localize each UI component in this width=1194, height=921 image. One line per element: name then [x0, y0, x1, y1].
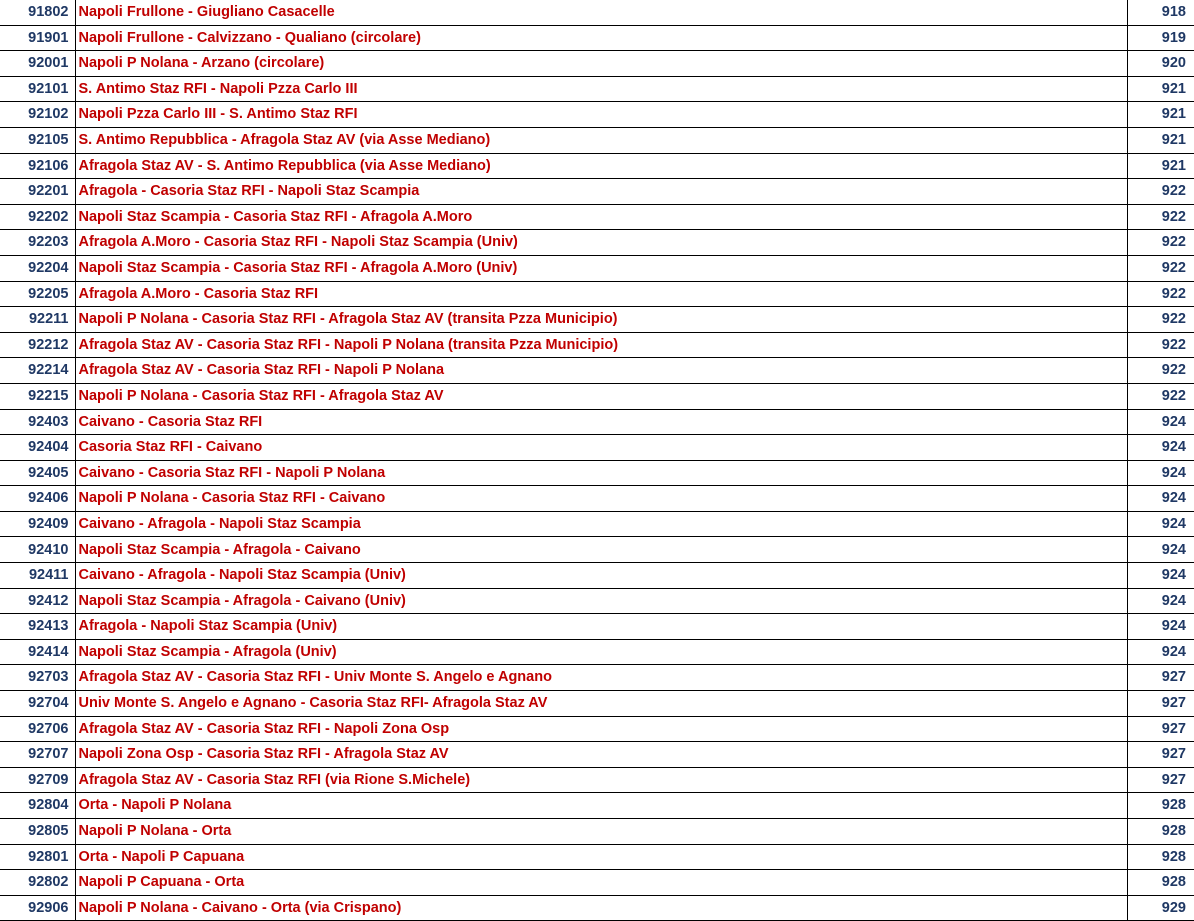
route-description-cell: Caivano - Afragola - Napoli Staz Scampia (Univ) — [75, 563, 1127, 589]
table-row — [0, 409, 1194, 435]
route-code-cell: 92906 — [0, 895, 75, 921]
route-description-cell: Afragola Staz AV - Casoria Staz RFI - Napoli P Nolana (transita Pzza Municipio) — [75, 332, 1127, 358]
route-code-cell: 92410 — [0, 537, 75, 563]
route-description-cell: Afragola Staz AV - Casoria Staz RFI (via Rione S.Michele) — [75, 767, 1127, 793]
route-description-cell: Napoli Pzza Carlo III - S. Antimo Staz RFI — [75, 102, 1127, 128]
line-number-cell: 927 — [1127, 691, 1194, 717]
line-number-cell: 922 — [1127, 307, 1194, 333]
route-code-cell: 92804 — [0, 793, 75, 819]
table-row — [0, 588, 1194, 614]
route-code-cell: 92805 — [0, 819, 75, 845]
line-number-cell: 924 — [1127, 588, 1194, 614]
line-number-cell: 921 — [1127, 153, 1194, 179]
route-code-cell: 91901 — [0, 25, 75, 51]
line-number-cell: 927 — [1127, 665, 1194, 691]
line-number-cell: 924 — [1127, 435, 1194, 461]
route-description-cell: Orta - Napoli P Nolana — [75, 793, 1127, 819]
route-description-cell: Afragola A.Moro - Casoria Staz RFI — [75, 281, 1127, 307]
line-number-cell: 927 — [1127, 767, 1194, 793]
line-number-cell: 924 — [1127, 460, 1194, 486]
route-description-cell: Afragola Staz AV - Casoria Staz RFI - Univ Monte S. Angelo e Agnano — [75, 665, 1127, 691]
route-description-cell: Napoli P Nolana - Casoria Staz RFI - Caivano — [75, 486, 1127, 512]
route-description-cell: Napoli Frullone - Calvizzano - Qualiano (circolare) — [75, 25, 1127, 51]
table-row — [0, 716, 1194, 742]
route-code-cell: 92203 — [0, 230, 75, 256]
route-code-cell: 92802 — [0, 870, 75, 896]
table-row — [0, 793, 1194, 819]
route-code-cell: 92703 — [0, 665, 75, 691]
route-code-cell: 92001 — [0, 51, 75, 77]
route-description-cell: S. Antimo Repubblica - Afragola Staz AV (via Asse Mediano) — [75, 127, 1127, 153]
route-code-cell: 92201 — [0, 179, 75, 205]
table-row — [0, 383, 1194, 409]
table-row — [0, 358, 1194, 384]
line-number-cell: 924 — [1127, 486, 1194, 512]
route-code-cell: 92202 — [0, 204, 75, 230]
route-description-cell: Napoli Frullone - Giugliano Casacelle — [75, 0, 1127, 25]
route-description-cell: Casoria Staz RFI - Caivano — [75, 435, 1127, 461]
route-description-cell: Afragola - Casoria Staz RFI - Napoli Staz Scampia — [75, 179, 1127, 205]
line-number-cell: 927 — [1127, 742, 1194, 768]
route-code-cell: 92403 — [0, 409, 75, 435]
line-number-cell: 928 — [1127, 793, 1194, 819]
table-row — [0, 281, 1194, 307]
table-row — [0, 870, 1194, 896]
table-row — [0, 230, 1194, 256]
table-row — [0, 691, 1194, 717]
table-row — [0, 435, 1194, 461]
line-number-cell: 927 — [1127, 716, 1194, 742]
table-row — [0, 511, 1194, 537]
route-code-cell: 92709 — [0, 767, 75, 793]
route-description-cell: Napoli P Nolana - Casoria Staz RFI - Afragola Staz AV — [75, 383, 1127, 409]
route-description-cell: Afragola Staz AV - Casoria Staz RFI - Napoli P Nolana — [75, 358, 1127, 384]
line-number-cell: 919 — [1127, 25, 1194, 51]
route-description-cell: Afragola A.Moro - Casoria Staz RFI - Napoli Staz Scampia (Univ) — [75, 230, 1127, 256]
line-number-cell: 922 — [1127, 281, 1194, 307]
line-number-cell: 922 — [1127, 332, 1194, 358]
line-number-cell: 924 — [1127, 409, 1194, 435]
route-code-cell: 92414 — [0, 639, 75, 665]
line-number-cell: 924 — [1127, 537, 1194, 563]
route-description-cell: Orta - Napoli P Capuana — [75, 844, 1127, 870]
table-row — [0, 639, 1194, 665]
line-number-cell: 922 — [1127, 204, 1194, 230]
table-row — [0, 0, 1194, 25]
route-description-cell: Napoli Zona Osp - Casoria Staz RFI - Afragola Staz AV — [75, 742, 1127, 768]
route-description-cell: Afragola Staz AV - S. Antimo Repubblica (via Asse Mediano) — [75, 153, 1127, 179]
table-row — [0, 179, 1194, 205]
table-row — [0, 127, 1194, 153]
route-code-cell: 92704 — [0, 691, 75, 717]
route-code-cell: 92406 — [0, 486, 75, 512]
line-number-cell: 928 — [1127, 844, 1194, 870]
route-description-cell: Napoli P Nolana - Orta — [75, 819, 1127, 845]
table-row — [0, 486, 1194, 512]
table-row — [0, 563, 1194, 589]
route-description-cell: Napoli P Nolana - Caivano - Orta (via Crispano) — [75, 895, 1127, 921]
line-number-cell: 920 — [1127, 51, 1194, 77]
table-row — [0, 51, 1194, 77]
line-number-cell: 918 — [1127, 0, 1194, 25]
route-code-cell: 92211 — [0, 307, 75, 333]
table-row — [0, 819, 1194, 845]
table-row — [0, 102, 1194, 128]
route-code-cell: 92707 — [0, 742, 75, 768]
route-description-cell: Afragola Staz AV - Casoria Staz RFI - Napoli Zona Osp — [75, 716, 1127, 742]
line-number-cell: 928 — [1127, 819, 1194, 845]
table-row — [0, 307, 1194, 333]
route-code-cell: 92205 — [0, 281, 75, 307]
line-number-cell: 922 — [1127, 179, 1194, 205]
table-row — [0, 332, 1194, 358]
line-number-cell: 924 — [1127, 614, 1194, 640]
table-row — [0, 614, 1194, 640]
route-code-cell: 92204 — [0, 255, 75, 281]
route-description-cell: Napoli Staz Scampia - Afragola - Caivano — [75, 537, 1127, 563]
line-number-cell: 928 — [1127, 870, 1194, 896]
route-description-cell: Caivano - Afragola - Napoli Staz Scampia — [75, 511, 1127, 537]
route-description-cell: Napoli P Nolana - Arzano (circolare) — [75, 51, 1127, 77]
line-number-cell: 921 — [1127, 102, 1194, 128]
route-code-cell: 92106 — [0, 153, 75, 179]
line-number-cell: 924 — [1127, 511, 1194, 537]
route-code-cell: 92706 — [0, 716, 75, 742]
line-number-cell: 924 — [1127, 563, 1194, 589]
line-number-cell: 922 — [1127, 255, 1194, 281]
table-row — [0, 255, 1194, 281]
route-code-cell: 92404 — [0, 435, 75, 461]
route-description-cell: Caivano - Casoria Staz RFI - Napoli P Nolana — [75, 460, 1127, 486]
route-description-cell: Univ Monte S. Angelo e Agnano - Casoria Staz RFI- Afragola Staz AV — [75, 691, 1127, 717]
line-number-cell: 922 — [1127, 230, 1194, 256]
route-code-cell: 92102 — [0, 102, 75, 128]
route-description-cell: Afragola - Napoli Staz Scampia (Univ) — [75, 614, 1127, 640]
route-code-cell: 92214 — [0, 358, 75, 384]
route-description-cell: Napoli Staz Scampia - Casoria Staz RFI - Afragola A.Moro — [75, 204, 1127, 230]
route-description-cell: Napoli Staz Scampia - Afragola - Caivano (Univ) — [75, 588, 1127, 614]
table-row — [0, 844, 1194, 870]
table-row — [0, 537, 1194, 563]
table-row — [0, 742, 1194, 768]
route-description-cell: Napoli Staz Scampia - Afragola (Univ) — [75, 639, 1127, 665]
route-description-cell: S. Antimo Staz RFI - Napoli Pzza Carlo III — [75, 76, 1127, 102]
route-code-cell: 92105 — [0, 127, 75, 153]
line-number-cell: 921 — [1127, 127, 1194, 153]
route-code-cell: 92101 — [0, 76, 75, 102]
route-description-cell: Caivano - Casoria Staz RFI — [75, 409, 1127, 435]
table-row — [0, 25, 1194, 51]
line-number-cell: 922 — [1127, 358, 1194, 384]
route-code-cell: 92801 — [0, 844, 75, 870]
route-code-cell: 92409 — [0, 511, 75, 537]
route-code-cell: 92405 — [0, 460, 75, 486]
table-row — [0, 204, 1194, 230]
line-number-cell: 922 — [1127, 383, 1194, 409]
route-code-cell: 91802 — [0, 0, 75, 25]
route-description-cell: Napoli P Nolana - Casoria Staz RFI - Afragola Staz AV (transita Pzza Municipio) — [75, 307, 1127, 333]
line-number-cell: 921 — [1127, 76, 1194, 102]
table-row — [0, 76, 1194, 102]
route-code-cell: 92215 — [0, 383, 75, 409]
route-description-cell: Napoli P Capuana - Orta — [75, 870, 1127, 896]
route-description-cell: Napoli Staz Scampia - Casoria Staz RFI - Afragola A.Moro (Univ) — [75, 255, 1127, 281]
route-code-cell: 92212 — [0, 332, 75, 358]
line-number-cell: 929 — [1127, 895, 1194, 921]
route-code-cell: 92411 — [0, 563, 75, 589]
line-number-cell: 924 — [1127, 639, 1194, 665]
table-row — [0, 895, 1194, 921]
table-row — [0, 153, 1194, 179]
table-row — [0, 665, 1194, 691]
table-row — [0, 767, 1194, 793]
table-row — [0, 460, 1194, 486]
route-code-cell: 92413 — [0, 614, 75, 640]
route-code-cell: 92412 — [0, 588, 75, 614]
